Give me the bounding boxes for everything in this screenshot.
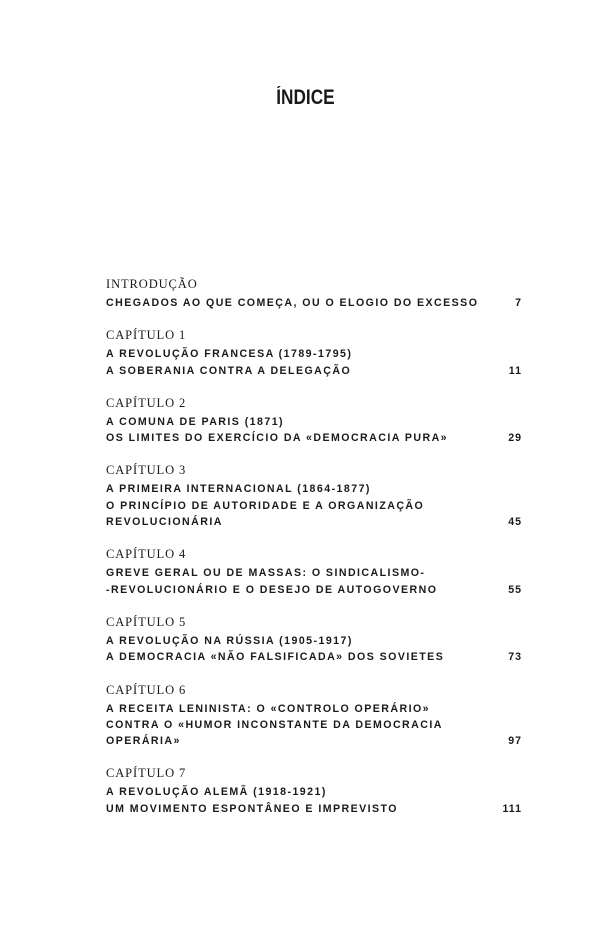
chapter-title-text: UM MOVIMENTO ESPONTÂNEO E IMPREVISTO: [106, 802, 398, 815]
chapter-title-text: A REVOLUÇÃO ALEMÃ (1918-1921): [106, 786, 327, 799]
page-number: 29: [508, 432, 522, 445]
toc-entry: [106, 546, 522, 598]
page-number: 73: [508, 651, 522, 664]
page-number: 111: [502, 802, 522, 815]
chapter-title-text: A REVOLUÇÃO FRANCESA (1789-1795): [106, 348, 353, 361]
chapter-title-text: A SOBERANIA CONTRA A DELEGAÇÃO: [106, 364, 352, 377]
chapter-label: CAPÍTULO 6: [106, 682, 187, 697]
chapter-label: INTRODUÇÃO: [106, 277, 198, 291]
chapter-title-line: [106, 363, 522, 379]
chapter-title-text: CONTRA O «HUMOR INCONSTANTE DA DEMOCRACIA: [106, 718, 443, 731]
toc-entry: [106, 276, 522, 311]
chapter-label: CAPÍTULO 4: [106, 547, 187, 562]
page-number: 55: [508, 583, 522, 596]
toc-entry: [106, 462, 522, 530]
chapter-label: CAPÍTULO 2: [106, 395, 187, 410]
chapter-title-line: [106, 498, 522, 514]
chapter-label: CAPÍTULO 7: [106, 766, 187, 781]
chapter-title-text: A REVOLUÇÃO NA RÚSSIA (1905-1917): [106, 634, 353, 647]
page-number: 97: [508, 735, 522, 748]
chapter-title-line: [106, 701, 522, 717]
chapter-title-line: [106, 295, 522, 311]
chapter-title-text: REVOLUCIONÁRIA: [106, 516, 223, 529]
chapter-label: CAPÍTULO 5: [106, 614, 187, 629]
chapter-title-text: O PRINCÍPIO DE AUTORIDADE E A ORGANIZAÇÃO: [106, 499, 425, 512]
page-number: 45: [508, 516, 522, 529]
toc-entry: [106, 765, 522, 817]
chapter-title-text: A COMUNA DE PARIS (1871): [106, 415, 285, 428]
page-number: 11: [508, 364, 522, 377]
toc-entry: [106, 395, 522, 447]
chapter-title-line: [106, 784, 522, 800]
chapter-title-line: [106, 565, 522, 581]
chapter-title-line: [106, 346, 522, 362]
chapter-title-text: A DEMOCRACIA «NÃO FALSIFICADA» DOS SOVIETES: [106, 651, 445, 664]
chapter-title-line: [106, 514, 522, 530]
chapter-title-text: OS LIMITES DO EXERCÍCIO DA «DEMOCRACIA PURA»: [106, 432, 449, 445]
chapter-title-line: [106, 582, 522, 598]
chapter-title-text: CHEGADOS AO QUE COMEÇA, OU O ELOGIO DO EXCESSO: [106, 297, 479, 309]
toc-entry: [106, 327, 522, 379]
page-number: 7: [515, 297, 522, 309]
toc-entry: [106, 614, 522, 666]
chapter-title-text: A PRIMEIRA INTERNACIONAL (1864-1877): [106, 483, 371, 496]
page-title: ÍNDICE: [276, 86, 335, 109]
chapter-title-line: [106, 430, 522, 446]
chapter-title-line: [106, 717, 522, 733]
chapter-title-text: GREVE GERAL OU DE MASSAS: O SINDICALISMO-: [106, 567, 426, 580]
chapter-title-line: [106, 414, 522, 430]
table-of-contents: [106, 276, 522, 817]
chapter-label: CAPÍTULO 1: [106, 328, 187, 343]
chapter-title-text: OPERÁRIA»: [106, 735, 181, 748]
chapter-title-line: [106, 481, 522, 497]
chapter-title-line: [106, 733, 522, 749]
chapter-title-line: [106, 649, 522, 665]
chapter-title-line: [106, 801, 522, 817]
toc-entry: [106, 682, 522, 750]
chapter-title-text: -REVOLUCIONÁRIO E O DESEJO DE AUTOGOVERNO: [106, 583, 438, 596]
chapter-title-text: A RECEITA LENINISTA: O «CONTROLO OPERÁRIO»: [106, 702, 430, 715]
chapter-title-line: [106, 633, 522, 649]
chapter-label: CAPÍTULO 3: [106, 463, 187, 478]
